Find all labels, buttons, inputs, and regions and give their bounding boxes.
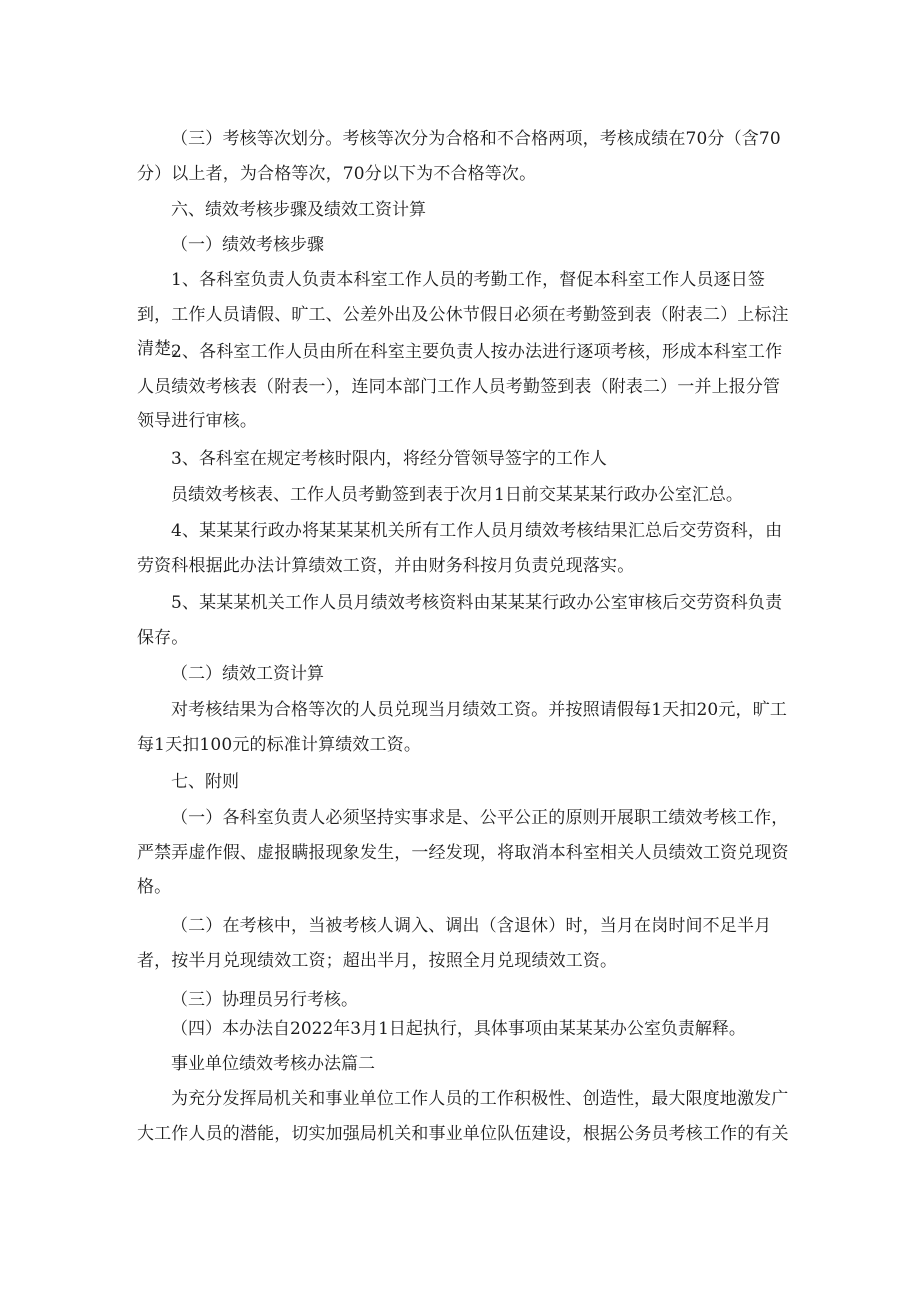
paragraph-grade-division: （三）考核等次划分。考核等次分为合格和不合格两项，考核成绩在70分（含70分）以上者，为合格等次，70分以下为不合格等次。 xyxy=(137,129,781,184)
section-heading-six: 六、绩效考核步骤及绩效工资计算 xyxy=(171,200,426,220)
paragraph-appendix-3: （三）协理员另行考核。 xyxy=(171,990,358,1010)
paragraph-step-5: 5、某某某机关工作人员月绩效考核资料由某某某行政办公室审核后交劳资科负责保存。 xyxy=(137,593,783,648)
paragraph-step-3-line1: 3、各科室在规定考核时限内，将经分管领导签字的工作人 xyxy=(171,449,607,469)
paragraph-step-3-line2: 员绩效考核表、工作人员考勤签到表于次月1日前交某某某行政办公室汇总。 xyxy=(171,485,743,505)
paragraph-step-1: 1、各科室负责人负责本科室工作人员的考勤工作，督促本科室工作人员逐日签到，工作人员请假、旷工、公差外出及公休节假日必须在考勤签到表（附表二）上标注清楚。 xyxy=(137,270,789,359)
section-heading-seven: 七、附则 xyxy=(171,772,239,792)
subheading-salary-calculation: （二）绩效工资计算 xyxy=(171,664,324,684)
paragraph-appendix-2: （二）在考核中，当被考核人调入、调出（含退休）时，当月在岗时间不足半月者，按半月兑现绩效工资；超出半月，按照全月兑现绩效工资。 xyxy=(137,916,772,971)
paragraph-part-two-intro: 为充分发挥局机关和事业单位工作人员的工作积极性、创造性，最大限度地激发广大工作人员的潜能，切实加强局机关和事业单位队伍建设，根据公务员考核工作的有关 xyxy=(137,1089,789,1144)
paragraph-appendix-1: （一）各科室负责人必须坚持实事求是、公平公正的原则开展职工绩效考核工作，严禁弄虚作假、虚报瞒报现象发生，一经发现，将取消本科室相关人员绩效工资兑现资格。 xyxy=(137,808,789,897)
subheading-assessment-steps: （一）绩效考核步骤 xyxy=(171,235,324,255)
paragraph-step-2: 2、各科室工作人员由所在科室主要负责人按办法进行逐项考核，形成本科室工作人员绩效考核表（附表一），连同本部门工作人员考勤签到表（附表二）一并上报分管领导进行审核。 xyxy=(137,342,783,431)
paragraph-salary-rule: 对考核结果为合格等次的人员兑现当月绩效工资。并按照请假每1天扣20元，旷工每1天扣100元的标准计算绩效工资。 xyxy=(137,700,787,755)
paragraph-appendix-4: （四）本办法自2022年3月1日起执行，具体事项由某某某办公室负责解释。 xyxy=(171,1019,746,1039)
article-title-part-two: 事业单位绩效考核办法篇二 xyxy=(171,1054,375,1074)
paragraph-step-4: 4、某某某行政办将某某某机关所有工作人员月绩效考核结果汇总后交劳资科，由劳资科根据此办法计算绩效工资，并由财务科按月负责兑现落实。 xyxy=(137,521,783,576)
